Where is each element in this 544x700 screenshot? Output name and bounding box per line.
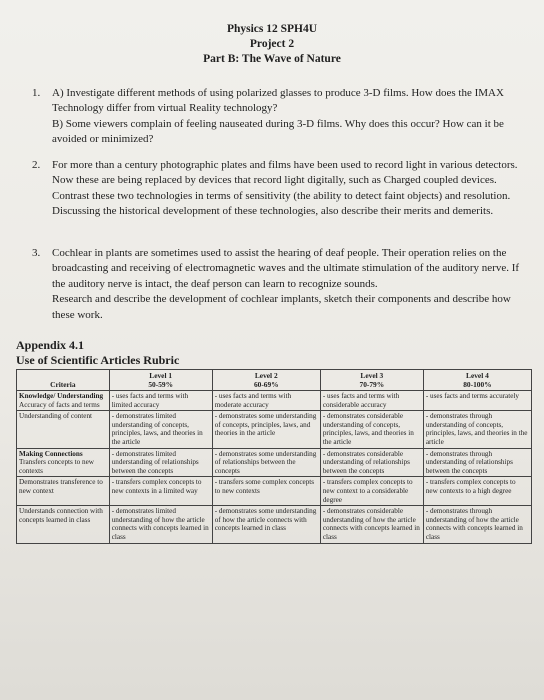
level-1-header: Level 1 50-59% bbox=[109, 370, 212, 391]
table-row bbox=[17, 391, 532, 411]
level-2-cell: - uses facts and terms with moderate accuracy bbox=[212, 391, 320, 411]
level-2-cell: - demonstrates some understanding of relationships between the concepts bbox=[212, 448, 320, 477]
level-1-cell: - transfers complex concepts to new contexts in a limited way bbox=[109, 477, 212, 506]
level-2-cell: - transfers some complex concepts to new contexts bbox=[212, 477, 320, 506]
level-3-cell: - uses facts and terms with considerable accuracy bbox=[320, 391, 423, 411]
criteria-header: Criteria bbox=[17, 370, 110, 391]
criteria-cell bbox=[17, 391, 110, 411]
question-3 bbox=[22, 246, 522, 323]
level-4-header: Level 4 80-100% bbox=[423, 370, 531, 391]
level-1-cell: - uses facts and terms with limited accuracy bbox=[109, 391, 212, 411]
appendix-title: Appendix 4.1 bbox=[16, 338, 85, 352]
level-1-cell: - demonstrates limited understanding of how the article connects with concepts learned in class bbox=[109, 506, 212, 543]
question-text: B) Some viewers complain of feeling nauseated during 3-D films. Why does this occur? How can it be avoided or minimized? bbox=[52, 117, 504, 146]
level-3-cell: - transfers complex concepts to new context to a considerable degree bbox=[320, 477, 423, 506]
criteria-sub: Understanding of content bbox=[19, 412, 93, 421]
appendix-subtitle: Use of Scientific Articles Rubric bbox=[16, 353, 180, 367]
level-4-cell: - uses facts and terms accurately bbox=[423, 391, 531, 411]
question-text: Research and describe the development of cochlear implants, sketch their components and describe how these work. bbox=[52, 293, 511, 321]
rubric-table bbox=[16, 369, 532, 544]
level-3-cell: - demonstrates considerable understanding of how the article connects with concepts learned in class bbox=[320, 506, 423, 543]
criteria-cell bbox=[17, 411, 110, 448]
criteria-sub: Accuracy of facts and terms bbox=[19, 400, 100, 409]
question-text: For more than a century photographic plates and films have been used to record light in various detectors. Now these are being replaced by devices that record light digitally, such as Charged coupled devices. Contrast these two technologies in terms of sensitivity (the ability to detect faint objects) and resolution. bbox=[52, 159, 518, 202]
document-header bbox=[0, 22, 544, 67]
question-2 bbox=[22, 158, 522, 220]
table-row bbox=[17, 477, 532, 506]
level-2-header: Level 2 60-69% bbox=[212, 370, 320, 391]
appendix-heading bbox=[16, 338, 179, 368]
criteria-sub: Demonstrates transference to new context bbox=[19, 478, 103, 495]
criteria-cell bbox=[17, 506, 110, 543]
rubric-header-row bbox=[17, 370, 532, 391]
criteria-cell bbox=[17, 477, 110, 506]
level-1-cell: - demonstrates limited understanding of relationships between the concepts bbox=[109, 448, 212, 477]
criteria-sub: Understands connection with concepts learned in class bbox=[19, 507, 103, 524]
level-4-cell: - demonstrates through understanding of relationships between the concepts bbox=[423, 448, 531, 477]
question-1 bbox=[22, 86, 522, 148]
criteria-cell bbox=[17, 448, 110, 477]
criteria-sub: Transfers concepts to new contexts bbox=[19, 458, 94, 475]
table-row bbox=[17, 411, 532, 448]
question-text: Cochlear in plants are sometimes used to assist the hearing of deaf people. Their operation relies on the broadcasting and receiving of electromagnetic waves and the ultimate stimulation of the auditory nerve. If the auditory nerve is intact, the deaf person can learn to recognize sounds. bbox=[52, 247, 520, 290]
level-2-cell: - demonstrates some understanding of concepts, principles, laws, and theories in the article bbox=[212, 411, 320, 448]
question-number: 2. bbox=[32, 159, 41, 171]
project-title: Project 2 bbox=[249, 38, 295, 50]
level-3-header: Level 3 70-79% bbox=[320, 370, 423, 391]
table-row bbox=[17, 506, 532, 543]
question-number: 3. bbox=[32, 247, 41, 259]
criteria-title: Knowledge/ Understanding bbox=[19, 392, 104, 400]
part-title: Part B: The Wave of Nature bbox=[203, 53, 341, 65]
question-text: A) Investigate different methods of using polarized glasses to produce 3-D films. How does the IMAX Technology differ from virtual Reality technology? bbox=[52, 87, 504, 115]
level-2-cell: - demonstrates some understanding of how the article connects with concepts learned in class bbox=[212, 506, 320, 543]
level-3-cell: - demonstrates considerable understanding of concepts, principles, laws, and theories in the article bbox=[320, 411, 423, 448]
course-title: Physics 12 SPH4U bbox=[226, 23, 318, 35]
level-4-cell: - transfers complex concepts to new contexts to a high degree bbox=[423, 477, 531, 506]
question-number: 1. bbox=[32, 87, 41, 99]
level-1-cell: - demonstrates limited understanding of concepts, principles, laws, and theories in the article bbox=[109, 411, 212, 448]
table-row bbox=[17, 448, 532, 477]
level-4-cell: - demonstrates through understanding of how the article connects with concepts learned in class bbox=[423, 506, 531, 543]
criteria-title: Making Connections bbox=[19, 449, 83, 458]
level-3-cell: - demonstrates considerable understanding of relationships between the concepts bbox=[320, 448, 423, 477]
question-text: Discussing the historical development of these technologies, also describe their merits and demerits. bbox=[52, 205, 494, 218]
level-4-cell: - demonstrates through understanding of concepts, principles, laws, and theories in the article bbox=[423, 411, 531, 448]
